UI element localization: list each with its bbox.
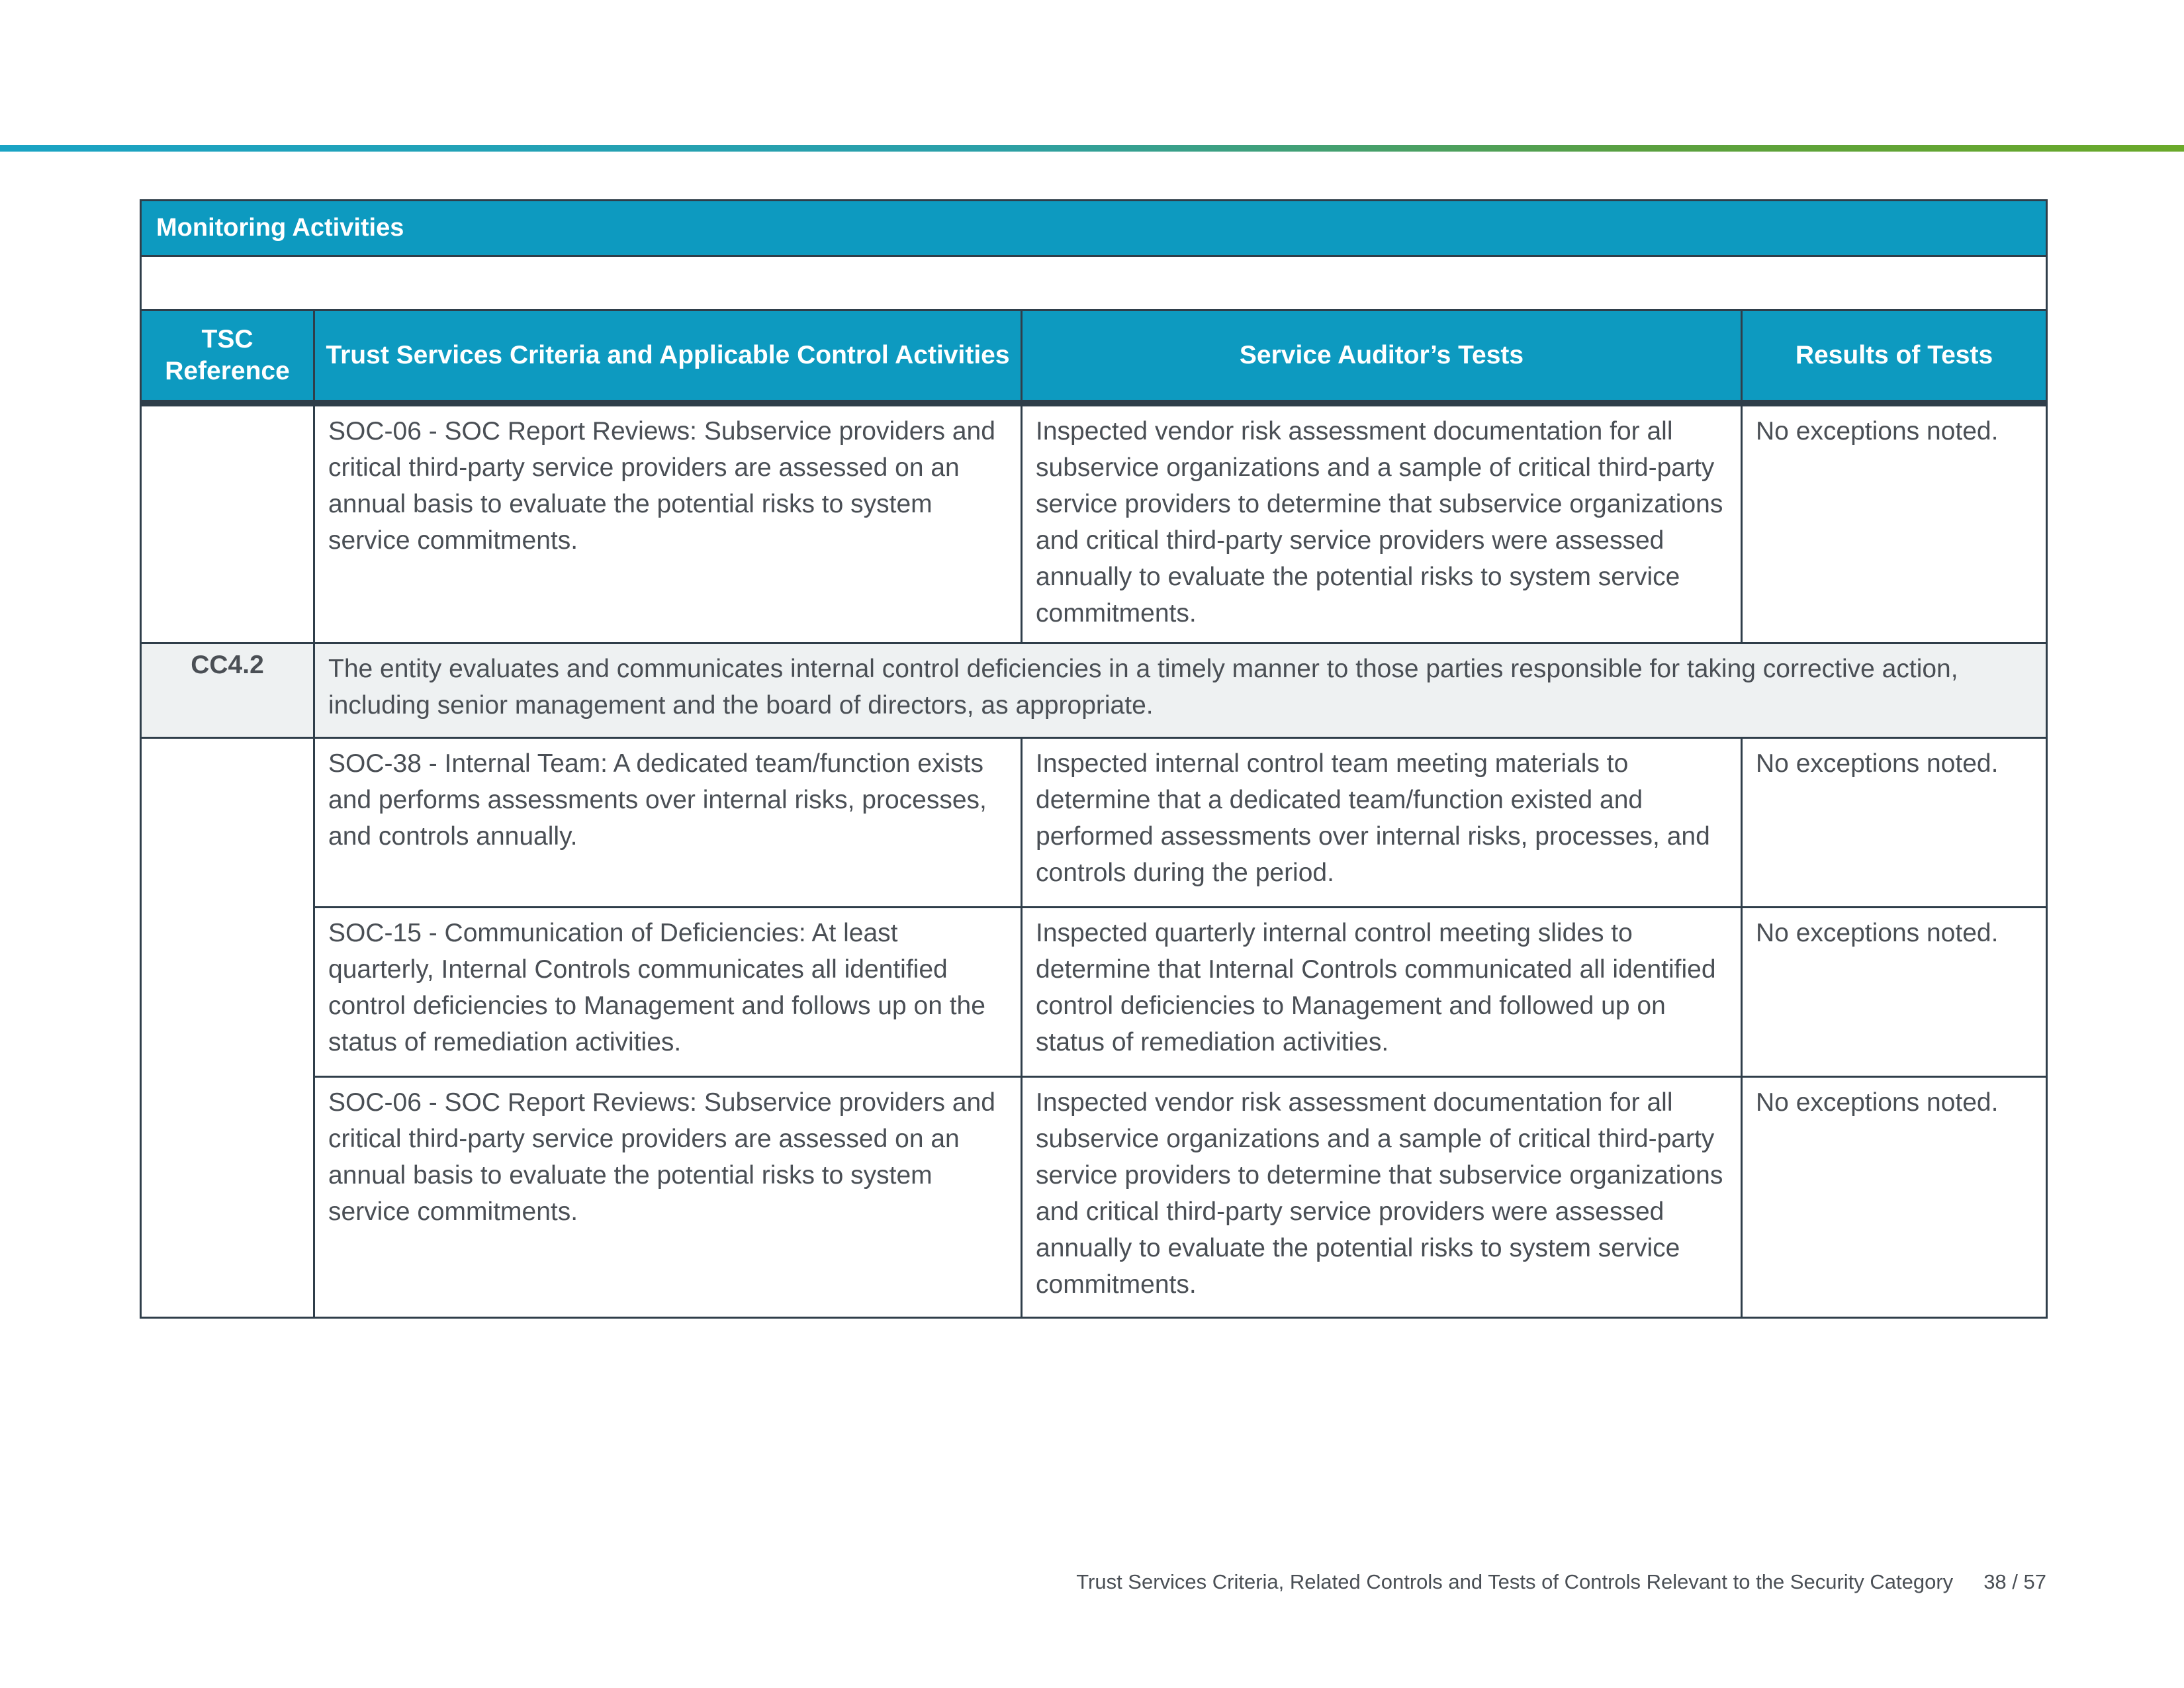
ref-cell-empty: [141, 737, 314, 1317]
column-header-ref: TSC Reference: [141, 310, 314, 403]
test-cell: Inspected vendor risk assessment documentation for all subservice organizations and a sample of critical third-party service providers to determine that subservice organizations and critical third-party service providers were assessed annually to evaluate the potential risks to system service commitments.: [1022, 403, 1742, 643]
spacer-cell: [141, 256, 2047, 310]
spacer-row: [141, 256, 2047, 310]
result-cell: No exceptions noted.: [1742, 907, 2047, 1076]
column-header-tests: Service Auditor’s Tests: [1022, 310, 1742, 403]
test-cell: Inspected quarterly internal control meeting slides to determine that Internal Controls communicated all identified control deficiencies to Management and followed up on status of remediation activities.: [1022, 907, 1742, 1076]
column-header-results: Results of Tests: [1742, 310, 2047, 403]
result-cell: No exceptions noted.: [1742, 403, 2047, 643]
section-title: Monitoring Activities: [141, 201, 2047, 256]
table-row: [141, 1076, 2047, 1317]
result-cell: No exceptions noted.: [1742, 737, 2047, 907]
table-row: [141, 403, 2047, 643]
ref-cell-empty: [141, 403, 314, 643]
section-header-row: [141, 201, 2047, 256]
test-cell: Inspected vendor risk assessment documentation for all subservice organizations and a sample of critical third-party service providers to determine that subservice organizations and critical third-party service providers were assessed annually to evaluate the potential risks to system service commitments.: [1022, 1076, 1742, 1317]
test-cell: Inspected internal control team meeting materials to determine that a dedicated team/function existed and performed assessments over internal risks, processes, and controls during the period.: [1022, 737, 1742, 907]
criterion-row: [141, 643, 2047, 737]
table-row: [141, 737, 2047, 907]
control-cell: SOC-38 - Internal Team: A dedicated team/function exists and performs assessments over internal risks, processes, and controls annually.: [314, 737, 1022, 907]
column-header-row: [141, 310, 2047, 403]
control-cell: SOC-15 - Communication of Deficiencies: At least quarterly, Internal Controls communicates all identified control deficiencies to Management and follows up on the status of remediation activities.: [314, 907, 1022, 1076]
page-footer: [1076, 1570, 2046, 1594]
top-accent-bar: [0, 145, 2184, 152]
criterion-text: The entity evaluates and communicates internal control deficiencies in a timely manner to those parties responsible for taking corrective action, including senior management and the board of directors, as appropriate.: [314, 643, 2047, 737]
page-number: 38 / 57: [1983, 1570, 2046, 1593]
column-header-criteria: Trust Services Criteria and Applicable Control Activities: [314, 310, 1022, 403]
footer-title: Trust Services Criteria, Related Controls and Tests of Controls Relevant to the Security Category: [1076, 1570, 1954, 1593]
result-cell: No exceptions noted.: [1742, 1076, 2047, 1317]
control-cell: SOC-06 - SOC Report Reviews: Subservice providers and critical third-party service providers are assessed on an annual basis to evaluate the potential risks to system service commitments.: [314, 1076, 1022, 1317]
criterion-ref: CC4.2: [141, 643, 314, 737]
control-cell: SOC-06 - SOC Report Reviews: Subservice providers and critical third-party service providers are assessed on an annual basis to evaluate the potential risks to system service commitments.: [314, 403, 1022, 643]
table-row: [141, 907, 2047, 1076]
controls-table: [140, 199, 2048, 1319]
